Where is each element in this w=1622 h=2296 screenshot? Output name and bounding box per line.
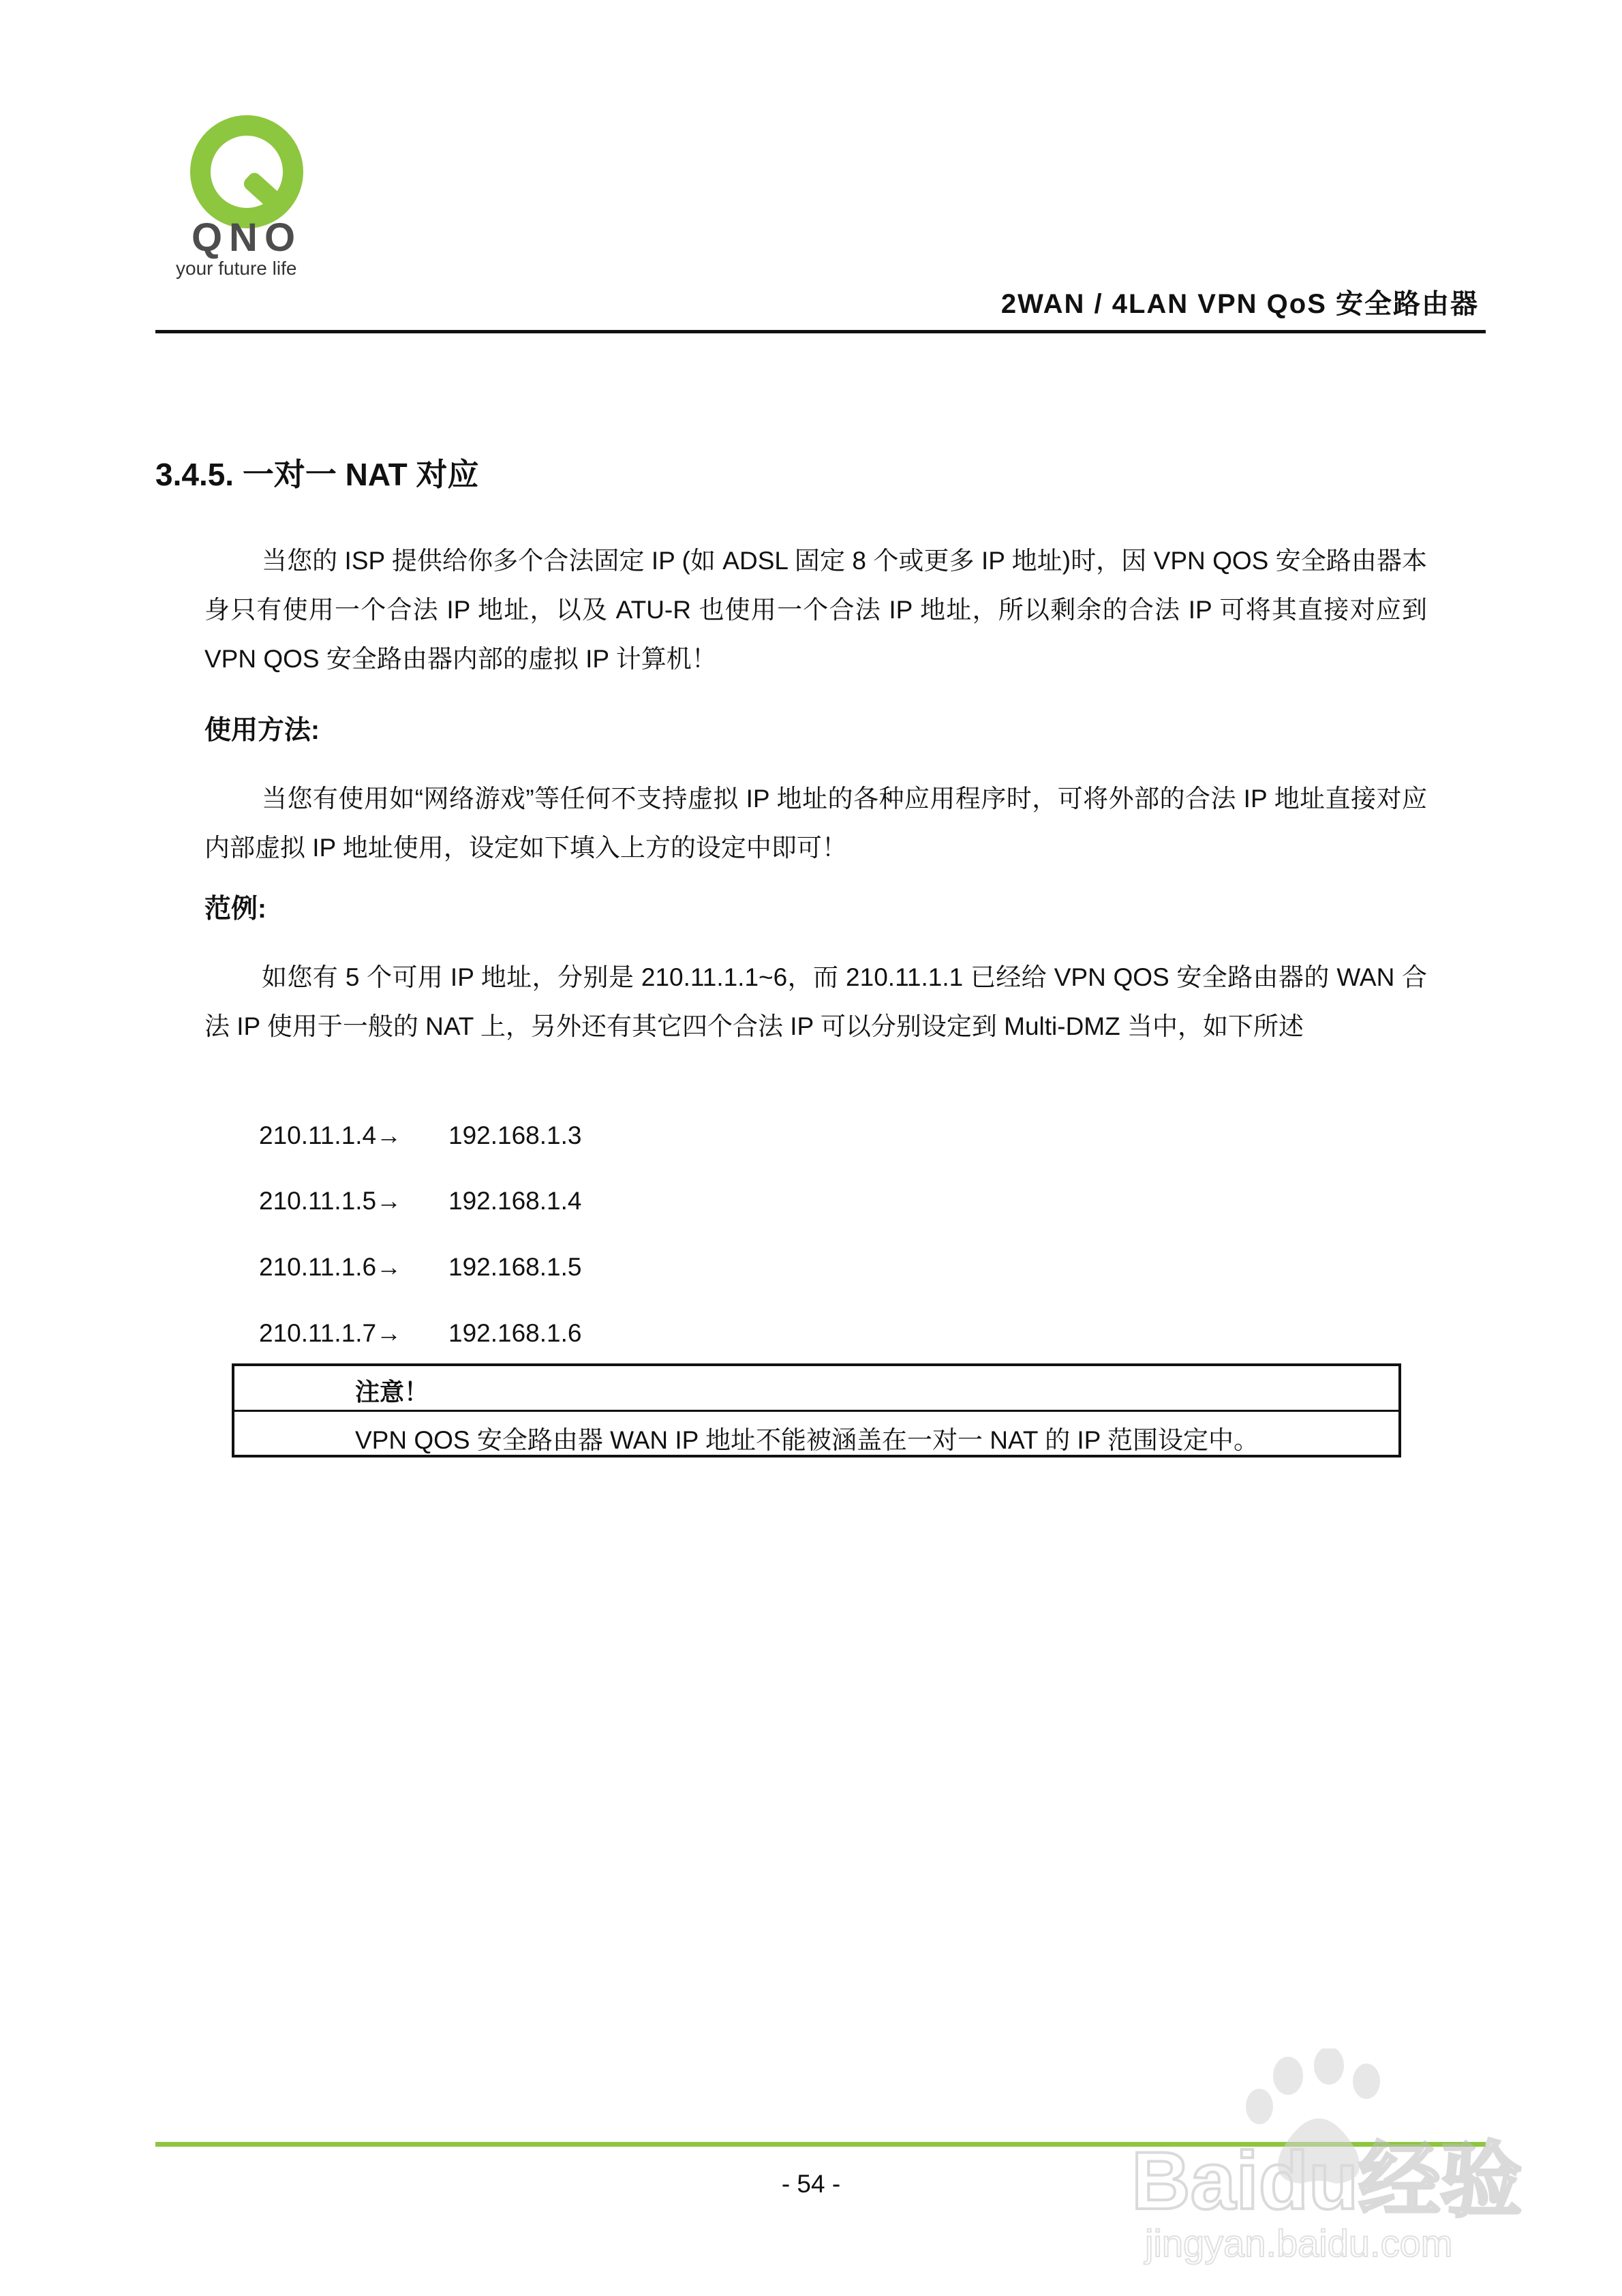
arrow-icon: → xyxy=(376,1187,402,1215)
arrow-icon: → xyxy=(376,1253,402,1281)
mapping-row xyxy=(259,1187,581,1215)
logo-brand: QNO xyxy=(191,215,303,260)
header-rule xyxy=(155,330,1486,333)
mapping-external-ip: 210.11.1.5 xyxy=(259,1187,377,1215)
logo-tagline: your future life xyxy=(176,258,297,279)
baidu-watermark xyxy=(1124,2049,1547,2267)
mapping-row xyxy=(259,1121,581,1150)
mapping-external-ip: 210.11.1.6 xyxy=(259,1253,377,1281)
example-paragraph: 如您有 5 个可用 IP 地址，分别是 210.11.1.1~6，而 210.11.1.1 已经给 VPN QOS 安全路由器的 WAN 合法 IP 使用于一般的 NAT 上，另外还有其它四个合法 IP 可以分别设定到 Multi-DMZ 当中，如下所述 xyxy=(204,963,1427,1040)
note-divider xyxy=(234,1410,1398,1412)
intro-paragraph: 当您的 ISP 提供给你多个合法固定 IP (如 ADSL 固定 8 个或更多 IP 地址)时，因 VPN QOS 安全路由器本身只有使用一个合法 IP 地址，以及 ATU-R 也使用一个合法 IP 地址，所以剩余的合法 IP 可将其直接对应到 VPN QOS 安全路由器内部的虚拟 IP 计算机！ xyxy=(204,547,1427,673)
usage-paragraph: 当您有使用如“网络游戏”等任何不支持虚拟 IP 地址的各种应用程序时，可将外部的合法 IP 地址直接对应内部虚拟 IP 地址使用，设定如下填入上方的设定中即可！ xyxy=(204,785,1427,862)
mapping-row xyxy=(259,1319,581,1348)
mapping-external-ip: 210.11.1.7 xyxy=(259,1319,377,1347)
mapping-row xyxy=(259,1253,581,1282)
watermark-url: jingyan.baidu.com xyxy=(1145,2222,1453,2265)
note-title: 注意！ xyxy=(355,1378,429,1406)
header-title: 2WAN / 4LAN VPN QoS 安全路由器 xyxy=(1000,289,1479,319)
mapping-internal-ip: 192.168.1.5 xyxy=(448,1253,582,1281)
page-number: - 54 - xyxy=(781,2170,841,2198)
mapping-external-ip: 210.11.1.4 xyxy=(259,1121,377,1149)
mapping-internal-ip: 192.168.1.4 xyxy=(448,1187,582,1215)
qno-logo xyxy=(170,109,327,280)
section-heading: 3.4.5. 一对一 NAT 对应 xyxy=(155,457,479,492)
watermark-brand: Baidu经验 xyxy=(1131,2135,1522,2226)
note-box xyxy=(232,1363,1401,1457)
example-heading: 范例: xyxy=(204,894,266,924)
usage-heading: 使用方法: xyxy=(204,716,320,745)
note-text: VPN QOS 安全路由器 WAN IP 地址不能被涵盖在一对一 NAT 的 IP 范围设定中。 xyxy=(355,1426,1259,1454)
mapping-internal-ip: 192.168.1.6 xyxy=(448,1319,582,1347)
arrow-icon: → xyxy=(376,1121,402,1149)
arrow-icon: → xyxy=(376,1319,402,1347)
mapping-internal-ip: 192.168.1.3 xyxy=(448,1121,582,1149)
